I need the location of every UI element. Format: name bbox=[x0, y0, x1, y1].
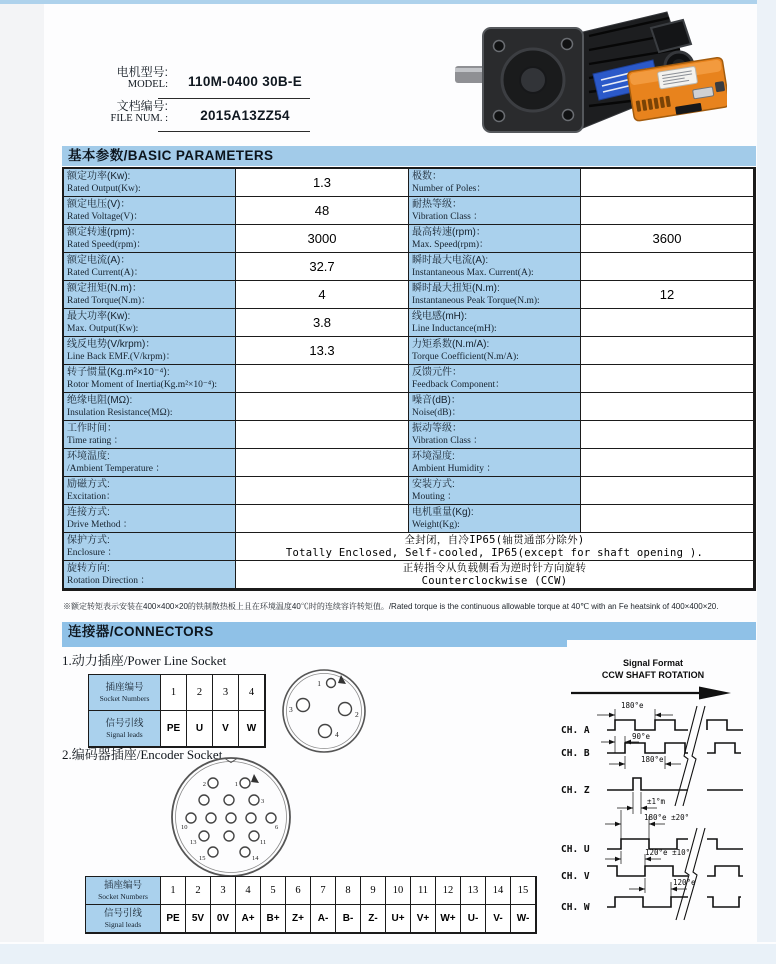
param-label-cell bbox=[409, 421, 581, 449]
annotation: 90°e bbox=[632, 732, 651, 741]
socket-lead-cell: V- bbox=[486, 905, 511, 933]
socket-number-cell: 13 bbox=[461, 877, 486, 905]
pin bbox=[319, 725, 332, 738]
socket-lead-cell: W+ bbox=[436, 905, 461, 933]
pin-label: 13 bbox=[190, 839, 197, 846]
socket-lead-cell: Z+ bbox=[286, 905, 311, 933]
param-label-cn: 安装方式: bbox=[412, 479, 455, 490]
param-label-cell bbox=[409, 449, 581, 477]
left-margin-band bbox=[0, 4, 44, 942]
param-label-en: Feedback Component： bbox=[412, 380, 505, 390]
power-socket-title: 1.动力插座/Power Line Socket bbox=[62, 653, 227, 668]
param-label-cell bbox=[64, 365, 236, 393]
param-label-en: Number of Poles： bbox=[412, 184, 486, 194]
annotation: ±1°m bbox=[647, 797, 666, 806]
model-label-cn: 电机型号: bbox=[116, 65, 168, 79]
channel-label: CH. Z bbox=[561, 785, 590, 796]
signal-title: Signal Format bbox=[622, 658, 684, 668]
annotation: 180°e bbox=[621, 701, 644, 710]
param-value-cell: 3.8 bbox=[236, 309, 409, 337]
param-label-cn: 保护方式: bbox=[67, 535, 110, 546]
param-label-en: Line Inductance(mH): bbox=[412, 324, 497, 334]
param-value-cell bbox=[581, 197, 754, 225]
param-label-en: Enclosure ： bbox=[67, 548, 117, 558]
param-label-cell bbox=[64, 253, 236, 281]
param-label-en: Mouting ： bbox=[412, 492, 457, 502]
socket-label-en: Signal leads bbox=[104, 920, 142, 929]
param-value-cell: 13.3 bbox=[236, 337, 409, 365]
socket-number-cell: 2 bbox=[186, 877, 211, 905]
param-label-cell bbox=[409, 393, 581, 421]
section-bar-connectors-notch bbox=[62, 640, 567, 647]
param-label-cell bbox=[64, 505, 236, 533]
socket-lead-cell: W bbox=[239, 711, 265, 747]
param-value-cell bbox=[236, 505, 409, 533]
pin bbox=[297, 699, 310, 712]
param-label-en: Time rating ： bbox=[67, 436, 124, 446]
param-label-en: Noise(dB)： bbox=[412, 408, 462, 418]
param-label-cn: 最大功率(Kw): bbox=[67, 311, 131, 322]
pin-label: 2 bbox=[355, 710, 359, 719]
socket-label-cn: 插座编号 bbox=[103, 880, 142, 891]
param-label-cell bbox=[64, 309, 236, 337]
param-label-en: Rated Voltage(V)： bbox=[67, 212, 143, 222]
socket-number-cell: 11 bbox=[411, 877, 436, 905]
param-label-en: Weight(Kg): bbox=[412, 520, 460, 530]
annotation: 180°e bbox=[641, 755, 664, 764]
channel-label: CH. A bbox=[561, 725, 590, 736]
param-label-cell bbox=[64, 337, 236, 365]
param-label-cell bbox=[409, 197, 581, 225]
param-label-cn: 瞬时最大扭矩(N.m): bbox=[412, 283, 500, 294]
param-value-cell: 3000 bbox=[236, 225, 409, 253]
socket-lead-cell: U bbox=[187, 711, 213, 747]
signal-subtitle: CCW SHAFT ROTATION bbox=[601, 670, 705, 680]
param-label-en: Vibration Class ： bbox=[412, 436, 483, 446]
param-span-line: Counterclockwise (CCW) bbox=[421, 574, 568, 587]
param-label-cell bbox=[409, 365, 581, 393]
socket-lead-cell: W- bbox=[511, 905, 536, 933]
power-socket-diagram bbox=[278, 664, 370, 756]
param-label-cn: 线电感(mH): bbox=[412, 311, 467, 322]
param-label-cn: 环境湿度: bbox=[412, 451, 455, 462]
model-label bbox=[58, 66, 168, 91]
param-label-cn: 额定转速(rpm)： bbox=[67, 227, 141, 238]
socket-lead-cell: PE bbox=[161, 905, 186, 933]
param-span-line: Totally Enclosed, Self-cooled, IP65(except for shaft opening ). bbox=[285, 546, 704, 559]
param-label-cell bbox=[409, 253, 581, 281]
param-value-cell bbox=[236, 449, 409, 477]
param-value-cell bbox=[581, 253, 754, 281]
rotation-arrow-icon bbox=[571, 687, 731, 700]
param-label-en: Line Back EMF.(V/krpm)： bbox=[67, 352, 176, 362]
pin-label: 11 bbox=[260, 839, 267, 846]
socket-number-cell: 4 bbox=[236, 877, 261, 905]
param-label-cn: 励磁方式: bbox=[67, 479, 110, 490]
param-label-cn: 额定扭矩(N.m)： bbox=[67, 283, 142, 294]
product-photo bbox=[455, 2, 727, 138]
section-bar-connectors bbox=[62, 622, 756, 640]
annotation: 120°e bbox=[673, 878, 696, 887]
param-value-cell: 12 bbox=[581, 281, 754, 309]
param-value-cell bbox=[581, 169, 754, 197]
param-label-cn: 噪音(dB)： bbox=[412, 395, 461, 406]
param-label-cn: 线反电势(V/krpm)： bbox=[67, 339, 156, 350]
param-value-cell bbox=[236, 561, 754, 589]
param-label-cn: 工作时间： bbox=[67, 423, 117, 434]
section-title-basic: 基本参数/BASIC PARAMETERS bbox=[68, 148, 274, 163]
param-label-cell bbox=[409, 505, 581, 533]
param-label-cell bbox=[64, 169, 236, 197]
pin bbox=[339, 703, 352, 716]
socket-number-cell: 15 bbox=[511, 877, 536, 905]
socket-label-en: Signal leads bbox=[106, 730, 143, 739]
socket-lead-cell: A+ bbox=[236, 905, 261, 933]
socket-label-cell bbox=[89, 711, 161, 747]
socket-number-cell: 1 bbox=[161, 877, 186, 905]
param-label-cn: 额定电流(A)： bbox=[67, 255, 131, 266]
socket-number-cell: 1 bbox=[161, 675, 187, 711]
socket-number-cell: 3 bbox=[213, 675, 239, 711]
socket-lead-cell: A- bbox=[311, 905, 336, 933]
pin-label: 14 bbox=[252, 855, 259, 862]
param-label-cell bbox=[64, 449, 236, 477]
param-label-cn: 极数： bbox=[412, 171, 442, 182]
pin-label: 3 bbox=[289, 705, 293, 714]
socket-lead-cell: B+ bbox=[261, 905, 286, 933]
param-label-en: Rotor Moment of Inertia(Kg.m²×10⁻⁴): bbox=[67, 380, 218, 390]
param-label-en: Max. Speed(rpm)： bbox=[412, 240, 489, 250]
param-label-cell bbox=[409, 477, 581, 505]
param-label-cn: 振动等级： bbox=[412, 423, 462, 434]
socket-lead-cell: U+ bbox=[386, 905, 411, 933]
basic-parameters-table bbox=[62, 167, 756, 591]
socket-lead-cell: B- bbox=[336, 905, 361, 933]
pin-label: 10 bbox=[181, 824, 188, 831]
file-num-label-cn: 文档编号: bbox=[116, 99, 168, 113]
socket-number-cell: 2 bbox=[187, 675, 213, 711]
param-label-en: Insulation Resistance(MΩ): bbox=[67, 408, 173, 418]
param-label-en: Rated Current(A)： bbox=[67, 268, 144, 278]
socket-number-cell: 9 bbox=[361, 877, 386, 905]
param-label-cn: 额定电压(V)： bbox=[67, 199, 131, 210]
param-value-cell: 3600 bbox=[581, 225, 754, 253]
encoder-socket-diagram bbox=[168, 754, 294, 880]
param-span-line: 全封闭，自冷IP65(轴贯通部分除外) bbox=[404, 533, 585, 546]
param-value-cell bbox=[581, 365, 754, 393]
socket-number-cell: 6 bbox=[286, 877, 311, 905]
pin bbox=[327, 679, 336, 688]
file-num-underline bbox=[158, 131, 310, 132]
encoder-socket-title: 2.编码器插座/Encoder Socket bbox=[62, 747, 223, 762]
socket-number-cell: 4 bbox=[239, 675, 265, 711]
socket-label-cn: 信号引线 bbox=[103, 908, 142, 919]
param-value-cell bbox=[581, 337, 754, 365]
socket-lead-cell: V+ bbox=[411, 905, 436, 933]
param-label-cell bbox=[64, 477, 236, 505]
param-label-cn: 连接方式: bbox=[67, 507, 110, 518]
param-label-cell bbox=[409, 169, 581, 197]
param-value-cell: 1.3 bbox=[236, 169, 409, 197]
pin-label: 15 bbox=[199, 855, 206, 862]
param-label-en: Instantaneous Peak Torque(N.m): bbox=[412, 296, 540, 306]
socket-label-en: Socket Numbers bbox=[98, 892, 148, 901]
param-label-en: /Ambient Temperature ： bbox=[67, 464, 165, 474]
socket-label-cell bbox=[86, 877, 161, 905]
socket-label-cell bbox=[86, 905, 161, 933]
socket-number-cell: 5 bbox=[261, 877, 286, 905]
param-label-cn: 旋转方向: bbox=[67, 563, 110, 574]
socket-lead-cell: 0V bbox=[211, 905, 236, 933]
section-bar-basic bbox=[62, 146, 756, 166]
socket-lead-cell: V bbox=[213, 711, 239, 747]
param-label-cell bbox=[64, 561, 236, 589]
param-value-cell bbox=[581, 477, 754, 505]
param-label-en: Ambient Humidity ： bbox=[412, 464, 496, 474]
socket-number-cell: 14 bbox=[486, 877, 511, 905]
param-label-cn: 电机重量(Kg): bbox=[412, 507, 474, 518]
socket-label-cell bbox=[89, 675, 161, 711]
param-label-en: Rated Speed(rpm)： bbox=[67, 240, 146, 250]
param-value-cell bbox=[581, 449, 754, 477]
pin-label: 3 bbox=[261, 798, 265, 805]
param-label-en: Rotation Direction ： bbox=[67, 576, 150, 586]
file-num-label bbox=[58, 100, 168, 125]
pin-label: 1 bbox=[317, 679, 321, 688]
channel-label: CH. B bbox=[561, 748, 590, 759]
param-value-cell bbox=[236, 365, 409, 393]
param-label-cn: 瞬时最大电流(A): bbox=[412, 255, 489, 266]
footnote: ※额定转矩表示安装在400×400×20的铁制散热板上且在环境温度40℃时的连续容许转矩值。/Rated torque is the continuous allowable torque at 40℃ with an Fe heatsink of 400×400×20. bbox=[63, 602, 719, 611]
socket-label-cn: 插座编号 bbox=[105, 682, 144, 693]
param-label-cn: 环境温度: bbox=[67, 451, 110, 462]
param-label-cn: 绝缘电阻(MΩ): bbox=[67, 395, 133, 406]
param-value-cell bbox=[236, 421, 409, 449]
param-label-cell bbox=[64, 281, 236, 309]
param-label-cn: 耐热等级： bbox=[412, 199, 462, 210]
param-label-en: Rated Torque(N.m)： bbox=[67, 296, 151, 306]
param-label-cn: 力矩系数(N.m/A): bbox=[412, 339, 490, 350]
param-label-cell bbox=[64, 197, 236, 225]
signal-format-diagram bbox=[545, 652, 776, 957]
param-label-cell bbox=[409, 281, 581, 309]
power-socket-table bbox=[88, 674, 266, 748]
param-label-cell bbox=[64, 421, 236, 449]
socket-number-cell: 12 bbox=[436, 877, 461, 905]
channel-label: CH. U bbox=[561, 844, 590, 855]
param-label-en: Max. Output(Kw): bbox=[67, 324, 139, 334]
model-label-en: MODEL: bbox=[127, 79, 168, 91]
annotation: 120°e ±10° bbox=[645, 848, 691, 857]
param-value-cell: 48 bbox=[236, 197, 409, 225]
param-label-en: Instantaneous Max. Current(A): bbox=[412, 268, 534, 278]
socket-lead-cell: PE bbox=[161, 711, 187, 747]
channel-label: CH. V bbox=[561, 871, 590, 882]
socket-number-cell: 7 bbox=[311, 877, 336, 905]
param-span-line: 正转指令从负载侧看为逆时针方向旋转 bbox=[402, 561, 587, 574]
param-value-cell: 32.7 bbox=[236, 253, 409, 281]
param-label-cell bbox=[64, 393, 236, 421]
socket-lead-cell: U- bbox=[461, 905, 486, 933]
param-label-en: Vibration Class ： bbox=[412, 212, 483, 222]
socket-lead-cell: Z- bbox=[361, 905, 386, 933]
param-label-cell bbox=[409, 225, 581, 253]
param-value-cell bbox=[581, 505, 754, 533]
param-label-cn: 额定功率(Kw): bbox=[67, 171, 131, 182]
param-value-cell bbox=[236, 477, 409, 505]
param-label-en: Rated Output(Kw): bbox=[67, 184, 141, 194]
param-label-cn: 最高转速(rpm)： bbox=[412, 227, 486, 238]
encoder-socket-table bbox=[85, 876, 537, 934]
param-label-cn: 反馈元件： bbox=[412, 367, 462, 378]
file-num-value: 2015A13ZZ54 bbox=[200, 108, 290, 123]
annotation: 180°e ±20° bbox=[644, 813, 690, 822]
file-num-label-en: FILE NUM. : bbox=[110, 113, 168, 125]
param-value-cell bbox=[581, 393, 754, 421]
param-label-cell bbox=[409, 337, 581, 365]
param-label-cn: 转子惯量(Kg.m²×10⁻⁴): bbox=[67, 367, 170, 378]
param-label-en: Torque Coefficient(N.m/A): bbox=[412, 352, 519, 362]
param-value-cell: 4 bbox=[236, 281, 409, 309]
model-value: 110M-0400 30B-E bbox=[187, 74, 303, 89]
pin-label: 1 bbox=[234, 781, 238, 788]
param-value-cell bbox=[581, 309, 754, 337]
socket-label-cn: 信号引线 bbox=[105, 718, 144, 729]
model-underline bbox=[158, 98, 310, 99]
socket-label-en: Socket Numbers bbox=[99, 694, 150, 703]
pin-label: 2 bbox=[202, 781, 206, 788]
param-label-cell bbox=[409, 309, 581, 337]
section-title-connectors: 连接器/CONNECTORS bbox=[68, 624, 214, 639]
socket-lead-cell: 5V bbox=[186, 905, 211, 933]
channel-label: CH. W bbox=[561, 902, 590, 913]
socket-number-cell: 10 bbox=[386, 877, 411, 905]
param-label-cell bbox=[64, 225, 236, 253]
socket-number-cell: 8 bbox=[336, 877, 361, 905]
param-value-cell bbox=[236, 393, 409, 421]
param-label-en: Drive Method ： bbox=[67, 520, 133, 530]
param-value-cell bbox=[236, 533, 754, 561]
pin-label: 6 bbox=[275, 824, 279, 831]
param-label-cell bbox=[64, 533, 236, 561]
pin-label: 4 bbox=[335, 730, 339, 739]
key-notch-icon bbox=[251, 774, 259, 783]
param-label-en: Excitation： bbox=[67, 492, 116, 502]
param-value-cell bbox=[581, 421, 754, 449]
socket-number-cell: 3 bbox=[211, 877, 236, 905]
